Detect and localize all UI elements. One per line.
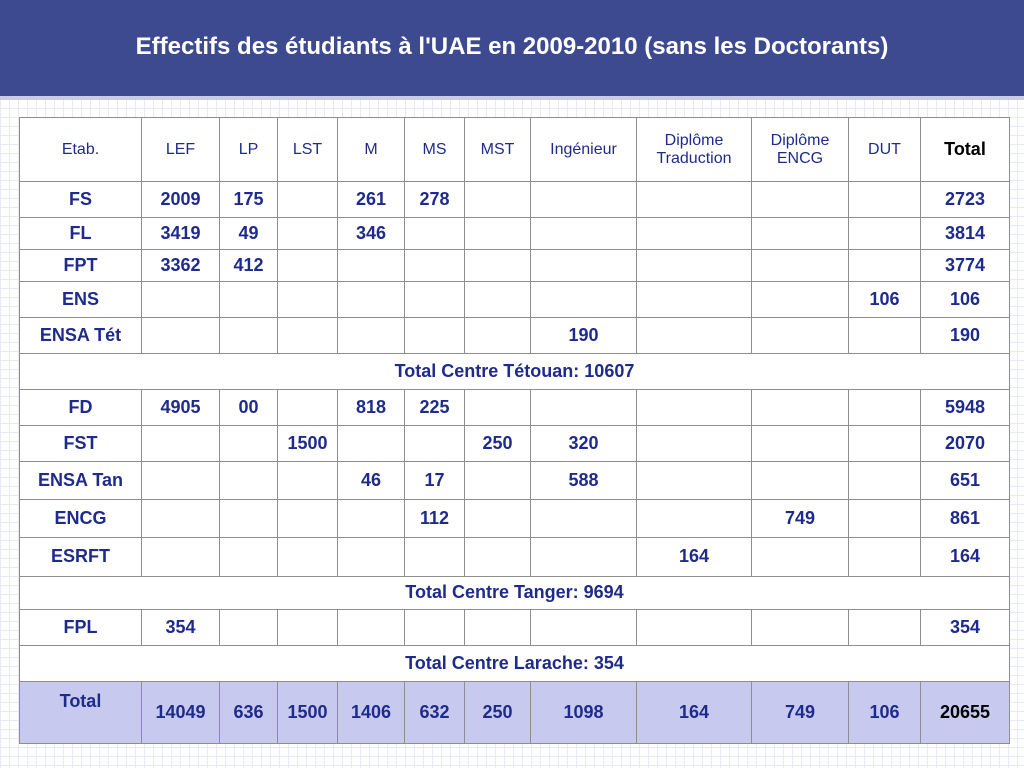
row-total: 861 — [921, 500, 1010, 538]
column-header: Etab. — [20, 118, 142, 182]
table-cell: 3419 — [142, 218, 220, 250]
subtotal-row — [20, 354, 1010, 390]
table-cell: 164 — [637, 538, 752, 577]
table-cell — [531, 282, 637, 318]
table-cell — [849, 610, 921, 646]
table-cell — [752, 182, 849, 218]
page-title: Effectifs des étudiants à l'UAE en 2009-2010 (sans les Doctorants) — [135, 33, 889, 60]
table-cell — [405, 218, 465, 250]
table-cell — [465, 500, 531, 538]
row-total: 106 — [921, 282, 1010, 318]
etab-name: ENCG — [20, 500, 142, 538]
table-cell — [338, 538, 405, 577]
table-cell — [278, 182, 338, 218]
header-row — [20, 118, 1010, 182]
table-cell — [220, 462, 278, 500]
grand-total-cell: 1098 — [531, 682, 637, 744]
table-cell — [637, 182, 752, 218]
table-cell — [338, 426, 405, 462]
table-row — [20, 182, 1010, 218]
table-cell — [465, 390, 531, 426]
column-header: MS — [405, 118, 465, 182]
table-cell: 175 — [220, 182, 278, 218]
table-row — [20, 282, 1010, 318]
table-cell: 749 — [752, 500, 849, 538]
table-cell — [338, 250, 405, 282]
table-cell — [849, 390, 921, 426]
row-total: 2070 — [921, 426, 1010, 462]
enrollment-table — [19, 117, 1010, 744]
table-cell — [278, 282, 338, 318]
table-cell — [338, 282, 405, 318]
table-cell — [465, 182, 531, 218]
table-cell — [405, 426, 465, 462]
table-row — [20, 462, 1010, 500]
etab-name: FL — [20, 218, 142, 250]
table-cell: 250 — [465, 426, 531, 462]
table-row — [20, 218, 1010, 250]
table-cell — [465, 250, 531, 282]
table-cell — [531, 218, 637, 250]
column-header: DUT — [849, 118, 921, 182]
etab-name: ENS — [20, 282, 142, 318]
etab-name: ESRFT — [20, 538, 142, 577]
table-cell — [849, 538, 921, 577]
grand-total-cell: 1406 — [338, 682, 405, 744]
table-cell: 46 — [338, 462, 405, 500]
table-cell — [637, 390, 752, 426]
table-cell — [142, 462, 220, 500]
table-cell — [531, 250, 637, 282]
table-row — [20, 426, 1010, 462]
table-row — [20, 250, 1010, 282]
table-cell — [752, 426, 849, 462]
table-cell — [849, 250, 921, 282]
table-cell — [142, 318, 220, 354]
title-bar — [0, 0, 1024, 100]
table-cell — [752, 250, 849, 282]
table-cell — [278, 250, 338, 282]
table-cell — [338, 318, 405, 354]
table-cell: 1500 — [278, 426, 338, 462]
table-cell — [531, 610, 637, 646]
table-cell: 190 — [531, 318, 637, 354]
etab-name: FST — [20, 426, 142, 462]
table-cell: 261 — [338, 182, 405, 218]
table-cell — [338, 610, 405, 646]
table-cell — [637, 426, 752, 462]
table-cell — [465, 318, 531, 354]
table-cell — [849, 182, 921, 218]
table-cell: 346 — [338, 218, 405, 250]
etab-name: FD — [20, 390, 142, 426]
grand-total-row — [20, 682, 1010, 744]
etab-name: FPL — [20, 610, 142, 646]
grand-total-cell: 636 — [220, 682, 278, 744]
table-cell — [142, 538, 220, 577]
table-cell: 354 — [142, 610, 220, 646]
etab-name: ENSA Tét — [20, 318, 142, 354]
column-header: MST — [465, 118, 531, 182]
subtotal-row — [20, 646, 1010, 682]
etab-name: FPT — [20, 250, 142, 282]
row-total: 3774 — [921, 250, 1010, 282]
table-cell — [278, 500, 338, 538]
row-total: 651 — [921, 462, 1010, 500]
table-cell — [637, 282, 752, 318]
table-cell: 2009 — [142, 182, 220, 218]
grand-total-cell: 164 — [637, 682, 752, 744]
table-cell — [752, 218, 849, 250]
row-total: 354 — [921, 610, 1010, 646]
column-header: Diplôme ENCG — [752, 118, 849, 182]
grand-total-cell: 632 — [405, 682, 465, 744]
table-cell — [278, 318, 338, 354]
table-cell — [752, 390, 849, 426]
table-cell — [465, 218, 531, 250]
table-cell: 3362 — [142, 250, 220, 282]
table-cell — [142, 426, 220, 462]
table-cell: 112 — [405, 500, 465, 538]
table-cell — [531, 500, 637, 538]
table-cell — [637, 318, 752, 354]
table-cell: 225 — [405, 390, 465, 426]
table-cell — [849, 462, 921, 500]
table-row — [20, 610, 1010, 646]
table-cell — [637, 218, 752, 250]
grand-total-cell: 106 — [849, 682, 921, 744]
etab-name: FS — [20, 182, 142, 218]
grand-total-label: Total — [20, 682, 142, 744]
table-cell — [531, 182, 637, 218]
table-cell — [220, 610, 278, 646]
grand-total-value: 20655 — [921, 682, 1010, 744]
table-cell — [220, 318, 278, 354]
column-header: Ingénieur — [531, 118, 637, 182]
table-cell — [531, 390, 637, 426]
table-cell: 278 — [405, 182, 465, 218]
table-cell — [142, 500, 220, 538]
row-total: 164 — [921, 538, 1010, 577]
subtotal-label: Total Centre Larache: 354 — [20, 646, 1010, 682]
table-cell — [465, 538, 531, 577]
row-total: 2723 — [921, 182, 1010, 218]
row-total: 190 — [921, 318, 1010, 354]
table-cell — [752, 282, 849, 318]
row-total: 5948 — [921, 390, 1010, 426]
table-cell — [531, 538, 637, 577]
column-header: M — [338, 118, 405, 182]
column-header: Total — [921, 118, 1010, 182]
table-cell — [752, 318, 849, 354]
table-cell: 320 — [531, 426, 637, 462]
subtotal-label: Total Centre Tanger: 9694 — [20, 577, 1010, 610]
subtotal-row — [20, 577, 1010, 610]
table-row — [20, 390, 1010, 426]
column-header: LEF — [142, 118, 220, 182]
table-row — [20, 318, 1010, 354]
table-cell — [465, 462, 531, 500]
table-row — [20, 538, 1010, 577]
grand-total-cell: 250 — [465, 682, 531, 744]
table-cell: 412 — [220, 250, 278, 282]
table-cell — [637, 250, 752, 282]
table-cell — [405, 318, 465, 354]
table-cell — [752, 610, 849, 646]
table-cell — [278, 462, 338, 500]
row-total: 3814 — [921, 218, 1010, 250]
table-cell — [405, 538, 465, 577]
table-cell: 49 — [220, 218, 278, 250]
table-cell — [465, 282, 531, 318]
table-cell: 17 — [405, 462, 465, 500]
subtotal-label: Total Centre Tétouan: 10607 — [20, 354, 1010, 390]
table-cell — [405, 282, 465, 318]
column-header: LST — [278, 118, 338, 182]
table-cell: 588 — [531, 462, 637, 500]
table-cell — [220, 426, 278, 462]
table-cell — [278, 218, 338, 250]
table-cell — [637, 462, 752, 500]
grand-total-cell: 749 — [752, 682, 849, 744]
grand-total-cell: 14049 — [142, 682, 220, 744]
table-cell — [465, 610, 531, 646]
table-cell — [142, 282, 220, 318]
grand-total-cell: 1500 — [278, 682, 338, 744]
table-row — [20, 500, 1010, 538]
table-cell — [849, 318, 921, 354]
table-cell — [849, 218, 921, 250]
column-header: LP — [220, 118, 278, 182]
table-cell: 00 — [220, 390, 278, 426]
table-cell — [849, 500, 921, 538]
table-cell — [278, 538, 338, 577]
table-cell — [637, 500, 752, 538]
table-cell — [405, 610, 465, 646]
table-cell — [752, 462, 849, 500]
table-cell: 106 — [849, 282, 921, 318]
table-cell — [220, 500, 278, 538]
table-cell — [752, 538, 849, 577]
table-cell — [278, 390, 338, 426]
table-cell — [278, 610, 338, 646]
table-cell — [220, 282, 278, 318]
table-cell: 818 — [338, 390, 405, 426]
table-cell — [637, 610, 752, 646]
column-header: Diplôme Traduction — [637, 118, 752, 182]
table-cell — [405, 250, 465, 282]
table-cell — [849, 426, 921, 462]
table-cell: 4905 — [142, 390, 220, 426]
table-cell — [338, 500, 405, 538]
table-cell — [220, 538, 278, 577]
etab-name: ENSA Tan — [20, 462, 142, 500]
